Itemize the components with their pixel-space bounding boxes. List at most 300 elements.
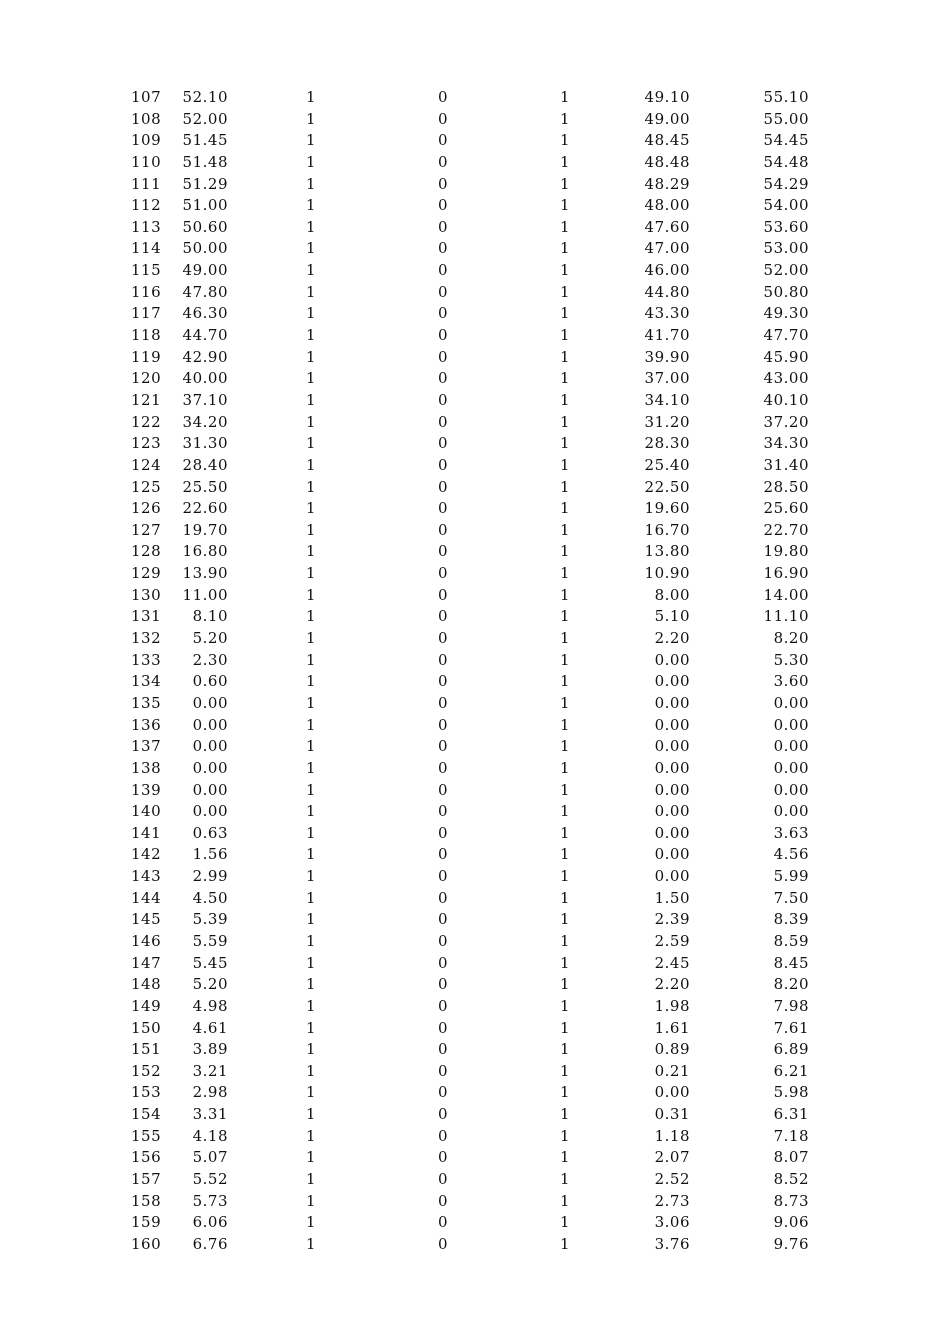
lower-bound-cell: 2.59 — [654, 931, 690, 950]
row-index-cell: 107 — [131, 88, 162, 106]
flag-a-cell: 1 — [306, 737, 317, 756]
upper-bound-cell: 7.50 — [773, 888, 809, 907]
flag-a-cell: 1 — [306, 217, 317, 236]
flag-c-cell: 1 — [560, 780, 571, 799]
upper-bound-cell: 0.00 — [773, 780, 809, 799]
flag-c-cell: 1 — [560, 326, 571, 345]
flag-c-cell: 1 — [560, 1018, 571, 1037]
flag-a-cell: 1 — [306, 1191, 317, 1210]
flag-a-cell: 1 — [306, 455, 317, 474]
flag-a-cell: 1 — [306, 802, 317, 821]
flag-c-cell: 1 — [560, 1170, 571, 1189]
row-index-cell: 115 — [131, 261, 162, 280]
flag-c-cell: 1 — [560, 542, 571, 561]
lower-bound-cell: 0.00 — [654, 780, 690, 799]
value-cell: 28.40 — [182, 455, 228, 474]
flag-b-cell: 0 — [438, 823, 449, 842]
flag-b-cell: 0 — [438, 953, 449, 972]
value-cell: 51.48 — [182, 152, 228, 171]
flag-a-cell: 1 — [306, 564, 317, 583]
value-cell: 50.60 — [182, 217, 228, 236]
table-row — [0, 844, 950, 866]
flag-a-cell: 1 — [306, 888, 317, 907]
flag-c-cell: 1 — [560, 823, 571, 842]
lower-bound-cell: 47.00 — [644, 239, 690, 258]
flag-c-cell: 1 — [560, 1234, 571, 1253]
row-index-cell: 113 — [131, 217, 162, 236]
table-row — [0, 715, 950, 737]
value-cell: 0.00 — [192, 802, 228, 821]
upper-bound-cell: 8.59 — [773, 931, 809, 950]
table-row — [0, 282, 950, 304]
row-index-cell: 133 — [131, 650, 162, 669]
upper-bound-cell: 8.39 — [773, 910, 809, 929]
flag-b-cell: 0 — [438, 845, 449, 864]
flag-c-cell: 1 — [560, 607, 571, 626]
flag-b-cell: 0 — [438, 542, 449, 561]
row-index-cell: 141 — [131, 823, 162, 842]
table-row — [0, 1212, 950, 1234]
lower-bound-cell: 0.89 — [654, 1040, 690, 1059]
flag-b-cell: 0 — [438, 1126, 449, 1145]
lower-bound-cell: 0.00 — [654, 845, 690, 864]
table-row — [0, 368, 950, 390]
flag-a-cell: 1 — [306, 239, 317, 258]
row-index-cell: 153 — [131, 1083, 162, 1102]
row-index-cell: 124 — [131, 455, 162, 474]
row-index-cell: 142 — [131, 845, 162, 864]
lower-bound-cell: 46.00 — [644, 261, 690, 280]
flag-c-cell: 1 — [560, 390, 571, 409]
upper-bound-cell: 6.31 — [773, 1105, 809, 1124]
upper-bound-cell: 0.00 — [773, 715, 809, 734]
row-index-cell: 108 — [131, 109, 162, 128]
upper-bound-cell: 54.29 — [763, 174, 809, 193]
value-cell: 5.59 — [192, 931, 228, 950]
table-row — [0, 152, 950, 174]
flag-a-cell: 1 — [306, 585, 317, 604]
lower-bound-cell: 10.90 — [644, 564, 690, 583]
upper-bound-cell: 7.98 — [773, 996, 809, 1015]
flag-a-cell: 1 — [306, 953, 317, 972]
value-cell: 0.00 — [192, 758, 228, 777]
lower-bound-cell: 25.40 — [644, 455, 690, 474]
flag-b-cell: 0 — [438, 629, 449, 648]
flag-a-cell: 1 — [306, 975, 317, 994]
flag-a-cell: 1 — [306, 672, 317, 691]
row-index-cell: 147 — [131, 953, 162, 972]
row-index-cell: 152 — [131, 1061, 162, 1080]
flag-b-cell: 0 — [438, 910, 449, 929]
flag-b-cell: 0 — [438, 564, 449, 583]
lower-bound-cell: 13.80 — [644, 542, 690, 561]
flag-b-cell: 0 — [438, 174, 449, 193]
data-table — [0, 87, 950, 1256]
value-cell: 4.98 — [192, 996, 228, 1015]
flag-b-cell: 0 — [438, 1105, 449, 1124]
upper-bound-cell: 0.00 — [773, 693, 809, 712]
lower-bound-cell: 0.00 — [654, 650, 690, 669]
upper-bound-cell: 50.80 — [763, 282, 809, 301]
flag-a-cell: 1 — [306, 1126, 317, 1145]
flag-c-cell: 1 — [560, 217, 571, 236]
lower-bound-cell: 2.73 — [654, 1191, 690, 1210]
upper-bound-cell: 28.50 — [763, 477, 809, 496]
lower-bound-cell: 41.70 — [644, 326, 690, 345]
table-row — [0, 260, 950, 282]
row-index-cell: 136 — [131, 715, 162, 734]
flag-c-cell: 1 — [560, 867, 571, 886]
table-row — [0, 823, 950, 845]
table-row — [0, 412, 950, 434]
value-cell: 13.90 — [182, 564, 228, 583]
upper-bound-cell: 34.30 — [763, 434, 809, 453]
lower-bound-cell: 0.00 — [654, 737, 690, 756]
upper-bound-cell: 25.60 — [763, 499, 809, 518]
flag-a-cell: 1 — [306, 390, 317, 409]
row-index-cell: 125 — [131, 477, 162, 496]
flag-a-cell: 1 — [306, 109, 317, 128]
flag-a-cell: 1 — [306, 607, 317, 626]
lower-bound-cell: 48.00 — [644, 196, 690, 215]
flag-a-cell: 1 — [306, 131, 317, 150]
upper-bound-cell: 54.45 — [763, 131, 809, 150]
flag-a-cell: 1 — [306, 845, 317, 864]
upper-bound-cell: 22.70 — [763, 520, 809, 539]
flag-c-cell: 1 — [560, 196, 571, 215]
flag-a-cell: 1 — [306, 412, 317, 431]
row-index-cell: 132 — [131, 629, 162, 648]
flag-c-cell: 1 — [560, 585, 571, 604]
lower-bound-cell: 34.10 — [644, 390, 690, 409]
upper-bound-cell: 0.00 — [773, 737, 809, 756]
upper-bound-cell: 8.52 — [773, 1170, 809, 1189]
table-row — [0, 736, 950, 758]
flag-a-cell: 1 — [306, 499, 317, 518]
upper-bound-cell: 52.00 — [763, 261, 809, 280]
upper-bound-cell: 5.99 — [773, 867, 809, 886]
upper-bound-cell: 0.00 — [773, 802, 809, 821]
lower-bound-cell: 16.70 — [644, 520, 690, 539]
flag-a-cell: 1 — [306, 542, 317, 561]
table-row — [0, 1018, 950, 1040]
flag-a-cell: 1 — [306, 1148, 317, 1167]
lower-bound-cell: 1.61 — [654, 1018, 690, 1037]
lower-bound-cell: 0.21 — [654, 1061, 690, 1080]
flag-b-cell: 0 — [438, 693, 449, 712]
upper-bound-cell: 6.89 — [773, 1040, 809, 1059]
flag-b-cell: 0 — [438, 1213, 449, 1232]
lower-bound-cell: 47.60 — [644, 217, 690, 236]
flag-c-cell: 1 — [560, 239, 571, 258]
upper-bound-cell: 8.07 — [773, 1148, 809, 1167]
flag-c-cell: 1 — [560, 261, 571, 280]
flag-c-cell: 1 — [560, 910, 571, 929]
row-index-cell: 149 — [131, 996, 162, 1015]
flag-a-cell: 1 — [306, 1018, 317, 1037]
row-index-cell: 151 — [131, 1040, 162, 1059]
table-row — [0, 477, 950, 499]
flag-b-cell: 0 — [438, 390, 449, 409]
lower-bound-cell: 0.00 — [654, 672, 690, 691]
flag-b-cell: 0 — [438, 1040, 449, 1059]
row-index-cell: 110 — [131, 152, 162, 171]
table-row — [0, 931, 950, 953]
value-cell: 51.29 — [182, 174, 228, 193]
row-index-cell: 117 — [131, 304, 162, 323]
value-cell: 44.70 — [182, 326, 228, 345]
value-cell: 31.30 — [182, 434, 228, 453]
lower-bound-cell: 43.30 — [644, 304, 690, 323]
upper-bound-cell: 8.20 — [773, 629, 809, 648]
value-cell: 5.39 — [192, 910, 228, 929]
row-index-cell: 123 — [131, 434, 162, 453]
flag-a-cell: 1 — [306, 1213, 317, 1232]
row-index-cell: 114 — [131, 239, 162, 258]
value-cell: 0.00 — [192, 737, 228, 756]
flag-a-cell: 1 — [306, 650, 317, 669]
flag-b-cell: 0 — [438, 1083, 449, 1102]
upper-bound-cell: 49.30 — [763, 304, 809, 323]
lower-bound-cell: 31.20 — [644, 412, 690, 431]
flag-c-cell: 1 — [560, 931, 571, 950]
flag-b-cell: 0 — [438, 369, 449, 388]
table-row — [0, 498, 950, 520]
flag-a-cell: 1 — [306, 369, 317, 388]
flag-c-cell: 1 — [560, 499, 571, 518]
flag-b-cell: 0 — [438, 1018, 449, 1037]
lower-bound-cell: 3.76 — [654, 1234, 690, 1253]
upper-bound-cell: 9.06 — [773, 1213, 809, 1232]
table-row — [0, 888, 950, 910]
flag-a-cell: 1 — [306, 326, 317, 345]
flag-b-cell: 0 — [438, 499, 449, 518]
flag-c-cell: 1 — [560, 802, 571, 821]
lower-bound-cell: 0.00 — [654, 758, 690, 777]
flag-b-cell: 0 — [438, 196, 449, 215]
table-row — [0, 1147, 950, 1169]
row-index-cell: 137 — [131, 737, 162, 756]
upper-bound-cell: 4.56 — [773, 845, 809, 864]
table-row — [0, 650, 950, 672]
flag-b-cell: 0 — [438, 607, 449, 626]
row-index-cell: 145 — [131, 910, 162, 929]
table-row — [0, 541, 950, 563]
upper-bound-cell: 3.63 — [773, 823, 809, 842]
flag-a-cell: 1 — [306, 1170, 317, 1189]
flag-b-cell: 0 — [438, 282, 449, 301]
value-cell: 0.60 — [192, 672, 228, 691]
row-index-cell: 131 — [131, 607, 162, 626]
lower-bound-cell: 1.18 — [654, 1126, 690, 1145]
flag-c-cell: 1 — [560, 953, 571, 972]
flag-a-cell: 1 — [306, 996, 317, 1015]
value-cell: 25.50 — [182, 477, 228, 496]
value-cell: 3.31 — [192, 1105, 228, 1124]
flag-c-cell: 1 — [560, 434, 571, 453]
lower-bound-cell: 48.48 — [644, 152, 690, 171]
row-index-cell: 160 — [131, 1234, 162, 1253]
flag-a-cell: 1 — [306, 1105, 317, 1124]
flag-a-cell: 1 — [306, 174, 317, 193]
row-index-cell: 135 — [131, 693, 162, 712]
row-index-cell: 120 — [131, 369, 162, 388]
flag-b-cell: 0 — [438, 131, 449, 150]
flag-b-cell: 0 — [438, 975, 449, 994]
flag-c-cell: 1 — [560, 737, 571, 756]
flag-a-cell: 1 — [306, 347, 317, 366]
value-cell: 5.45 — [192, 953, 228, 972]
table-row — [0, 563, 950, 585]
row-index-cell: 112 — [131, 196, 162, 215]
table-row — [0, 87, 950, 109]
value-cell: 19.70 — [182, 520, 228, 539]
upper-bound-cell: 3.60 — [773, 672, 809, 691]
lower-bound-cell: 0.31 — [654, 1105, 690, 1124]
flag-c-cell: 1 — [560, 152, 571, 171]
value-cell: 3.89 — [192, 1040, 228, 1059]
value-cell: 3.21 — [192, 1061, 228, 1080]
upper-bound-cell: 8.73 — [773, 1191, 809, 1210]
lower-bound-cell: 0.00 — [654, 867, 690, 886]
row-index-cell: 156 — [131, 1148, 162, 1167]
lower-bound-cell: 1.50 — [654, 888, 690, 907]
table-row — [0, 303, 950, 325]
table-row — [0, 1104, 950, 1126]
flag-b-cell: 0 — [438, 1061, 449, 1080]
value-cell: 5.52 — [192, 1170, 228, 1189]
table-row — [0, 628, 950, 650]
table-row — [0, 390, 950, 412]
flag-a-cell: 1 — [306, 88, 317, 106]
table-row — [0, 1082, 950, 1104]
flag-b-cell: 0 — [438, 347, 449, 366]
value-cell: 4.50 — [192, 888, 228, 907]
row-index-cell: 146 — [131, 931, 162, 950]
table-row — [0, 758, 950, 780]
flag-c-cell: 1 — [560, 109, 571, 128]
flag-c-cell: 1 — [560, 888, 571, 907]
flag-c-cell: 1 — [560, 1061, 571, 1080]
table-row — [0, 953, 950, 975]
upper-bound-cell: 8.20 — [773, 975, 809, 994]
table-row — [0, 693, 950, 715]
upper-bound-cell: 54.00 — [763, 196, 809, 215]
lower-bound-cell: 2.52 — [654, 1170, 690, 1189]
table-row — [0, 1061, 950, 1083]
upper-bound-cell: 55.00 — [763, 109, 809, 128]
row-index-cell: 150 — [131, 1018, 162, 1037]
flag-a-cell: 1 — [306, 780, 317, 799]
flag-c-cell: 1 — [560, 845, 571, 864]
flag-a-cell: 1 — [306, 477, 317, 496]
flag-b-cell: 0 — [438, 1191, 449, 1210]
value-cell: 2.98 — [192, 1083, 228, 1102]
flag-c-cell: 1 — [560, 975, 571, 994]
value-cell: 0.00 — [192, 780, 228, 799]
value-cell: 22.60 — [182, 499, 228, 518]
flag-c-cell: 1 — [560, 1083, 571, 1102]
flag-b-cell: 0 — [438, 109, 449, 128]
value-cell: 49.00 — [182, 261, 228, 280]
value-cell: 0.63 — [192, 823, 228, 842]
row-index-cell: 134 — [131, 672, 162, 691]
row-index-cell: 129 — [131, 564, 162, 583]
table-row — [0, 780, 950, 802]
flag-a-cell: 1 — [306, 282, 317, 301]
flag-c-cell: 1 — [560, 758, 571, 777]
table-row — [0, 520, 950, 542]
table-row — [0, 455, 950, 477]
flag-b-cell: 0 — [438, 931, 449, 950]
upper-bound-cell: 7.61 — [773, 1018, 809, 1037]
row-index-cell: 159 — [131, 1213, 162, 1232]
value-cell: 5.73 — [192, 1191, 228, 1210]
row-index-cell: 158 — [131, 1191, 162, 1210]
flag-c-cell: 1 — [560, 693, 571, 712]
table-row — [0, 1169, 950, 1191]
flag-b-cell: 0 — [438, 1148, 449, 1167]
flag-a-cell: 1 — [306, 1040, 317, 1059]
value-cell: 34.20 — [182, 412, 228, 431]
table-row — [0, 1191, 950, 1213]
table-row — [0, 347, 950, 369]
flag-c-cell: 1 — [560, 131, 571, 150]
table-row — [0, 174, 950, 196]
flag-c-cell: 1 — [560, 412, 571, 431]
value-cell: 11.00 — [182, 585, 228, 604]
value-cell: 46.30 — [182, 304, 228, 323]
row-index-cell: 122 — [131, 412, 162, 431]
row-index-cell: 148 — [131, 975, 162, 994]
table-row — [0, 585, 950, 607]
flag-a-cell: 1 — [306, 629, 317, 648]
flag-a-cell: 1 — [306, 910, 317, 929]
lower-bound-cell: 28.30 — [644, 434, 690, 453]
flag-c-cell: 1 — [560, 996, 571, 1015]
flag-b-cell: 0 — [438, 304, 449, 323]
row-index-cell: 111 — [131, 174, 162, 193]
flag-a-cell: 1 — [306, 196, 317, 215]
value-cell: 2.99 — [192, 867, 228, 886]
upper-bound-cell: 55.10 — [763, 88, 809, 106]
flag-b-cell: 0 — [438, 780, 449, 799]
flag-c-cell: 1 — [560, 455, 571, 474]
flag-b-cell: 0 — [438, 650, 449, 669]
lower-bound-cell: 0.00 — [654, 1083, 690, 1102]
value-cell: 2.30 — [192, 650, 228, 669]
flag-a-cell: 1 — [306, 434, 317, 453]
table-row — [0, 866, 950, 888]
lower-bound-cell: 2.07 — [654, 1148, 690, 1167]
value-cell: 6.76 — [192, 1234, 228, 1253]
value-cell: 1.56 — [192, 845, 228, 864]
flag-c-cell: 1 — [560, 1148, 571, 1167]
lower-bound-cell: 8.00 — [654, 585, 690, 604]
upper-bound-cell: 11.10 — [763, 607, 809, 626]
table-row — [0, 109, 950, 131]
flag-b-cell: 0 — [438, 1170, 449, 1189]
flag-b-cell: 0 — [438, 412, 449, 431]
flag-b-cell: 0 — [438, 867, 449, 886]
value-cell: 50.00 — [182, 239, 228, 258]
flag-c-cell: 1 — [560, 1191, 571, 1210]
value-cell: 51.45 — [182, 131, 228, 150]
lower-bound-cell: 0.00 — [654, 823, 690, 842]
upper-bound-cell: 7.18 — [773, 1126, 809, 1145]
flag-c-cell: 1 — [560, 304, 571, 323]
lower-bound-cell: 0.00 — [654, 693, 690, 712]
